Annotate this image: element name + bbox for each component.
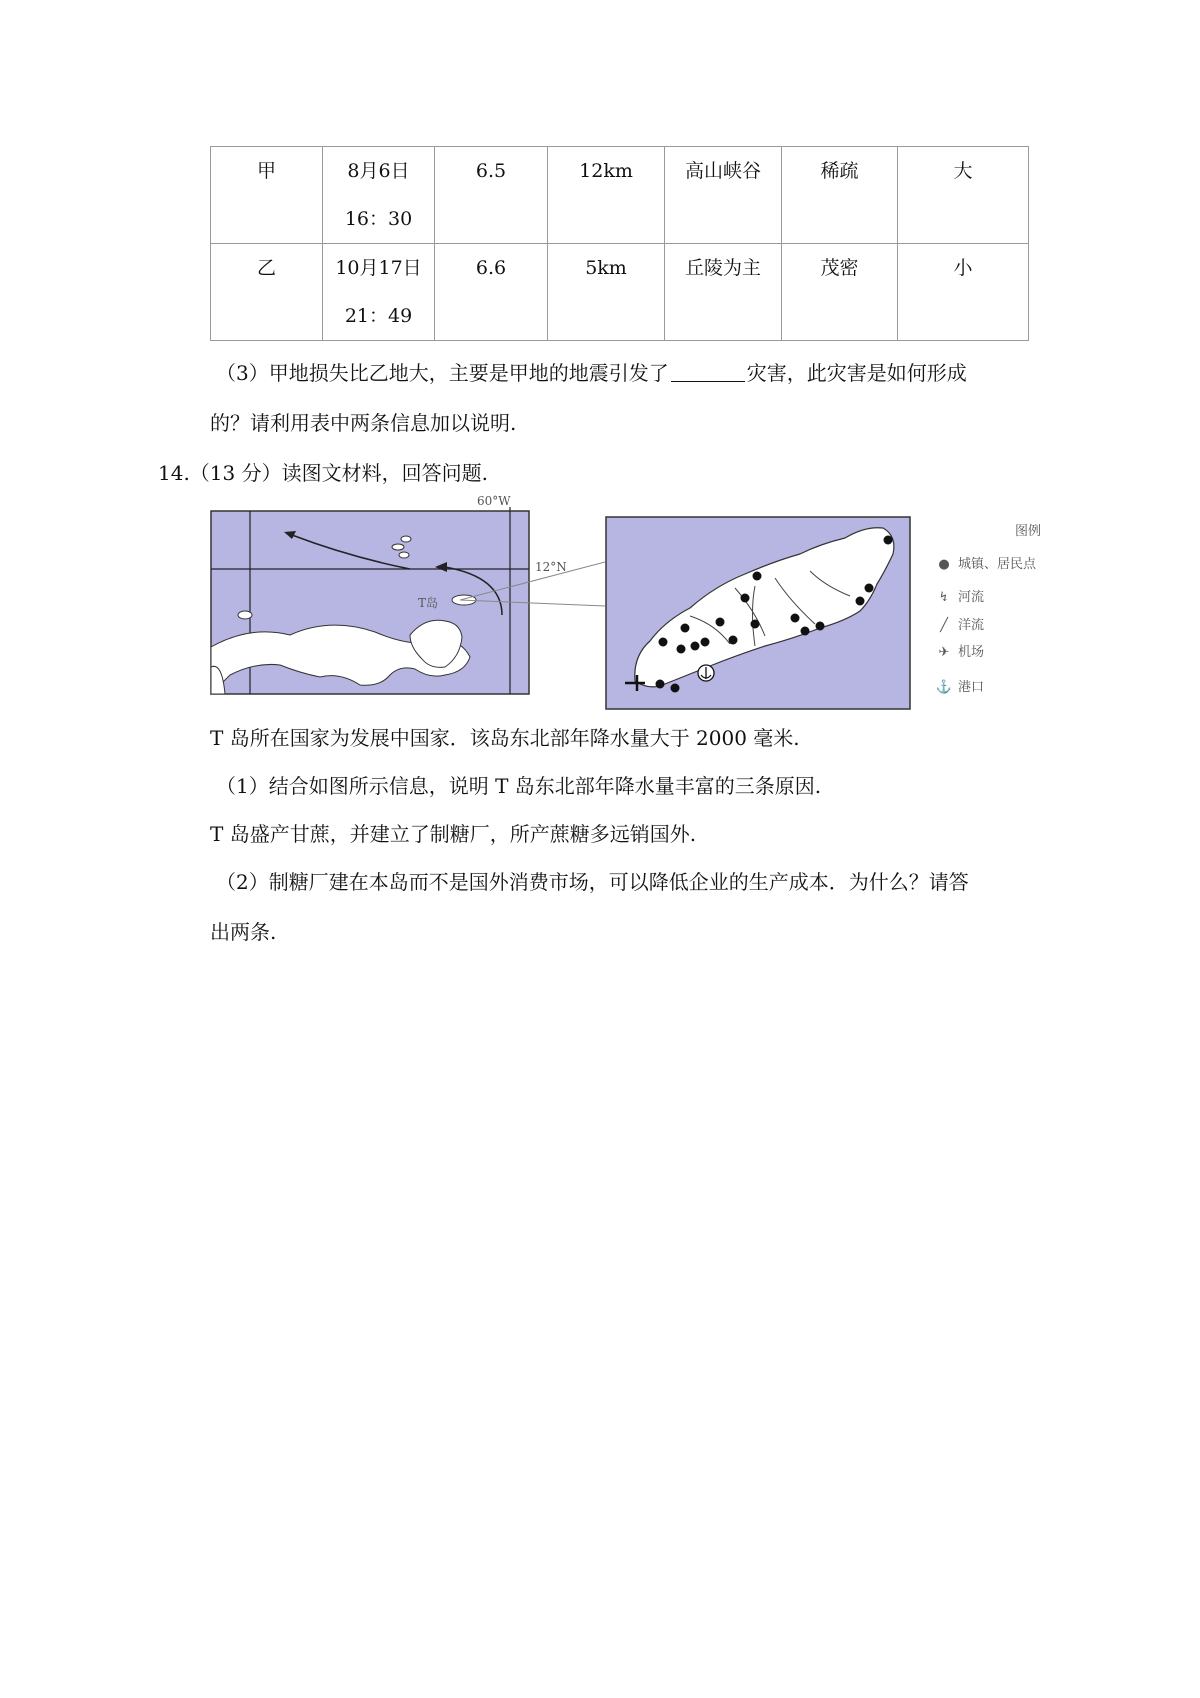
place-cell: 乙 [211,244,323,341]
connector-lines [460,560,605,610]
question-14-title: 14.（13 分）读图文材料，回答问题. [158,461,488,485]
depth-cell: 5km [548,244,665,341]
river-icon: ↯ [938,590,950,605]
legend-item-port: ⚓ 港口 [930,676,984,695]
depth-cell: 12km [548,147,665,244]
datetime-cell: 10月17日 21：49 [323,244,435,341]
question-14-2: （2）制糖厂建在本岛而不是国外消费市场，可以降低企业的生产成本．为什么？请答 [216,870,969,894]
legend-item-current: ╱ 洋流 [930,614,984,633]
airport-icon: ✈ [938,645,950,660]
legend-title: 图例 [1015,524,1042,539]
earthquake-table [210,146,1029,341]
lat-label: 12°N [535,560,567,574]
islet [399,552,409,558]
legend-item-river: ↯ 河流 [930,586,984,605]
terrain-cell: 丘陵为主 [665,244,782,341]
magnitude-cell: 6.5 [435,147,548,244]
question-14-1: （1）结合如图所示信息，说明 T 岛东北部年降水量丰富的三条原因. [216,774,822,798]
vegetation-cell: 茂密 [782,244,898,341]
table-row [211,147,1029,244]
islet [401,536,411,542]
vegetation-cell: 稀疏 [782,147,898,244]
place-cell: 甲 [211,147,323,244]
lon-label: 60°W [477,494,511,508]
island-detail-map [605,516,911,710]
island-label: T岛 [418,596,439,610]
question-14-2-line2: 出两条. [210,920,277,944]
islet [238,611,252,619]
answer-blank[interactable] [671,361,745,382]
port-icon: ⚓ [935,680,953,695]
dot-icon: ● [938,557,950,572]
question-13-3-line2: 的？请利用表中两条信息加以说明. [210,411,517,435]
terrain-cell: 高山峡谷 [665,147,782,244]
datetime-cell: 8月6日 16：30 [323,147,435,244]
loss-cell: 小 [898,244,1029,341]
table-row [211,244,1029,341]
current-icon: ╱ [940,618,948,633]
magnitude-cell: 6.6 [435,244,548,341]
legend-item-town: ● 城镇、居民点 [930,553,1036,572]
port-icon [698,665,714,681]
t-island-sugar: T 岛盛产甘蔗，并建立了制糖厂，所产蔗糖多远销国外. [210,822,697,846]
legend-item-airport: ✈ 机场 [930,641,984,660]
t-island-intro: T 岛所在国家为发展中国家．该岛东北部年降水量大于 2000 毫米. [210,726,800,750]
loss-cell: 大 [898,147,1029,244]
question-13-3: （3）甲地损失比乙地大，主要是甲地的地震引发了 灾害，此灾害是如何形成 [216,361,967,385]
islet [392,544,404,550]
